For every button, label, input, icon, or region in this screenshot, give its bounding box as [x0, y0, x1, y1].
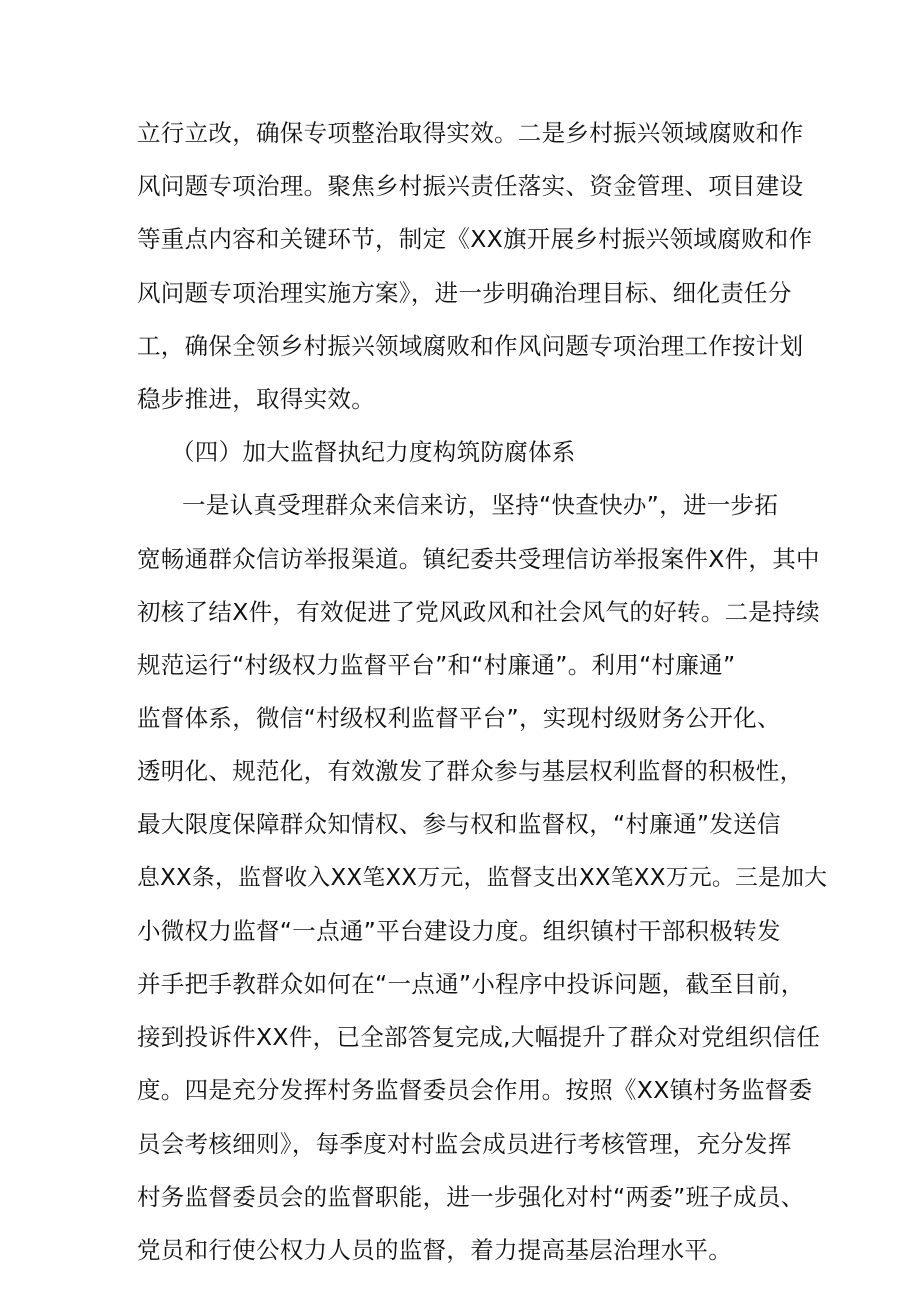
- paragraph-first-line: 一是认真受理群众来信来访，坚持“快查快办”，进一步拓: [182, 491, 779, 520]
- paragraph-line: 风问题专项治理实施方案》，进一步明确治理目标、细化责任分: [137, 278, 792, 307]
- paragraph-line: 规范运行“村级权力监督平台”和“村廉通”。利用“村廉通”: [137, 650, 736, 679]
- paragraph-line: 村务监督委员会的监督职能，进一步强化对村“两委”班子成员、: [137, 1182, 805, 1211]
- paragraph-line: 监督体系，微信“村级权利监督平台”，实现村级财务公开化、: [137, 704, 781, 733]
- document-body: [137, 107, 828, 1277]
- paragraph-line: 最大限度保障群众知情权、参与权和监督权，“村廉通”发送信: [137, 810, 781, 839]
- paragraph-line: 并手把手教群众如何在“一点通”小程序中投诉问题，截至目前，: [137, 970, 805, 998]
- paragraph-line: 透明化、规范化，有效激发了群众参与基层权利监督的积极性，: [137, 757, 804, 786]
- paragraph-line: 息XX条，监督收入XX笔XX万元，监督支出XX笔XX万元。三是加大: [137, 864, 828, 891]
- paragraph-line: 初核了结X件，有效促进了党风政风和社会风气的好转。二是持续: [137, 597, 820, 626]
- paragraph-line: 风问题专项治理。聚焦乡村振兴责任落实、资金管理、项目建设: [137, 172, 804, 201]
- paragraph-line: 立行立改，确保专项整治取得实效。二是乡村振兴领域腐败和作: [137, 119, 804, 147]
- paragraph-line: 等重点内容和关键环节，制定《XX旗开展乡村振兴领域腐败和作: [137, 225, 813, 254]
- paragraph-line: 党员和行使公权力人员的监督，着力提高基层治理水平。: [137, 1235, 732, 1264]
- paragraph-line: 宽畅通群众信访举报渠道。镇纪委共受理信访举报案件X件，其中: [137, 544, 820, 573]
- paragraph-line: 小微权力监督“一点通”平台建设力度。组织镇村干部积极转发: [137, 916, 781, 945]
- paragraph-line: 员会考核细则》，每季度对村监会成员进行考核管理，充分发挥: [137, 1129, 792, 1158]
- paragraph-line: 接到投诉件XX件，已全部答复完成,大幅提升了群众对党组织信任: [137, 1023, 821, 1052]
- paragraph-line: 度。四是充分发挥村务监督委员会作用。按照《XX镇村务监督委: [137, 1076, 813, 1105]
- paragraph-line: 工，确保全领乡村振兴领域腐败和作风问题专项治理工作按计划: [137, 331, 804, 360]
- section-heading: （四）加大监督执纪力度构筑防腐体系: [171, 438, 576, 467]
- paragraph-line: 稳步推进，取得实效。: [137, 384, 375, 413]
